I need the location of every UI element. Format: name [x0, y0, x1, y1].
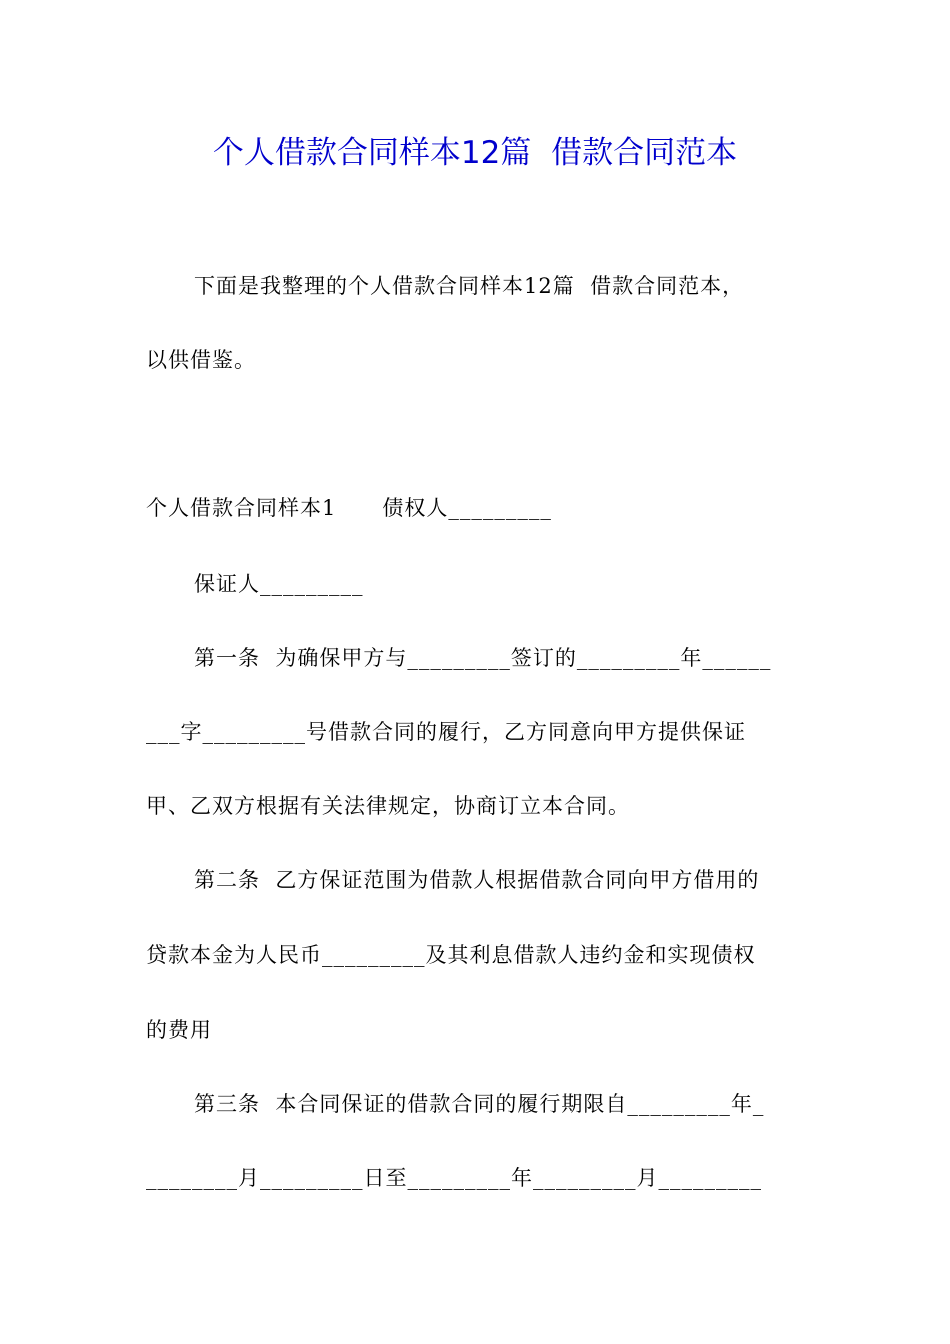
article-3-line-2: ________月_________日至_________年_________月_________: [146, 1166, 762, 1190]
article-2-line-1: 第二条 乙方保证范围为借款人根据借款合同向甲方借用的: [194, 868, 760, 892]
article-3-line-1: 第三条 本合同保证的借款合同的履行期限自_________年_: [194, 1092, 765, 1116]
article-1-line-2: ___字_________号借款合同的履行，乙方同意向甲方提供保证: [146, 720, 746, 744]
sample-1-heading: 个人借款合同样本1 债权人_________: [146, 496, 552, 520]
guarantor-line: 保证人_________: [194, 572, 364, 596]
intro-line-1: 下面是我整理的个人借款合同样本12篇 借款合同范本，: [194, 274, 745, 298]
document-title: 个人借款合同样本12篇 借款合同范本: [212, 135, 738, 171]
article-1-line-3: 甲、乙双方根据有关法律规定，协商订立本合同。: [146, 794, 630, 818]
article-2-line-3: 的费用: [146, 1018, 212, 1042]
article-2-line-2: 贷款本金为人民币_________及其利息借款人违约金和实现债权: [146, 943, 756, 967]
intro-line-2: 以供借鉴。: [146, 348, 256, 372]
article-1-line-1: 第一条 为确保甲方与_________签订的_________年______: [194, 646, 772, 670]
